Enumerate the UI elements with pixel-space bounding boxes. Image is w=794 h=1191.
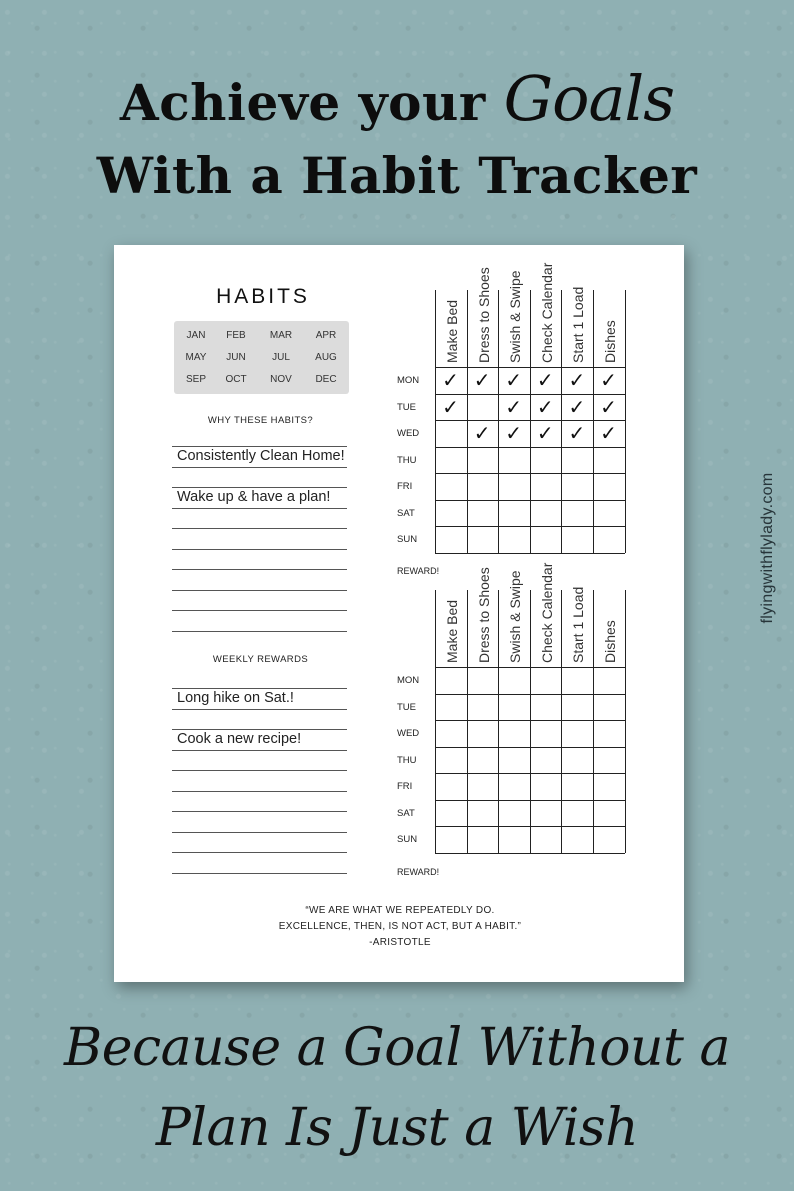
why-line-rule xyxy=(172,590,347,591)
day-label-wed: WED xyxy=(397,728,420,739)
grid-row-line xyxy=(435,826,625,827)
headline-line-1 xyxy=(0,62,794,135)
reward-line-rule xyxy=(172,709,347,710)
grid-column-line xyxy=(561,590,562,853)
check-mark: ✓ xyxy=(505,368,523,392)
month-jan: JAN xyxy=(186,330,206,341)
reward-line-rule xyxy=(172,873,347,874)
habit-header-check-calendar: Check Calendar xyxy=(538,262,555,363)
why-line-rule xyxy=(172,569,347,570)
month-nov: NOV xyxy=(270,374,292,385)
month-sep: SEP xyxy=(185,374,206,385)
grid-row-line xyxy=(435,473,625,474)
day-label-fri: FRI xyxy=(397,481,413,492)
month-mar: MAR xyxy=(269,330,293,341)
grid-row-line xyxy=(435,853,625,854)
grid-row-line xyxy=(435,500,625,501)
quote-line-1: “WE ARE WHAT WE REPEATEDLY DO. xyxy=(305,905,495,916)
day-label-sat: SAT xyxy=(397,507,415,519)
habit-header-start-1-load: Start 1 Load xyxy=(570,286,587,363)
sheet-title: HABITS xyxy=(216,285,310,308)
day-label-tue: TUE xyxy=(397,401,416,413)
why-line-rule xyxy=(172,508,347,509)
grid-row-line xyxy=(435,447,625,448)
check-mark: ✓ xyxy=(442,368,459,392)
tagline-line-2: Plan Is Just a Wish xyxy=(155,1098,639,1158)
grid-column-line xyxy=(467,590,468,853)
month-oct: OCT xyxy=(225,374,247,385)
check-mark: ✓ xyxy=(536,421,554,445)
why-line-rule xyxy=(172,528,347,529)
habit-header-dress-to-shoes: Dress to Shoes xyxy=(475,567,492,663)
day-label-fri: FRI xyxy=(397,781,413,792)
check-mark: ✓ xyxy=(568,394,586,419)
day-label-sat: SAT xyxy=(397,807,415,819)
month-jun: JUN xyxy=(226,352,246,363)
day-label-mon: MON xyxy=(397,675,420,686)
why-line-entry: Consistently Clean Home! xyxy=(177,448,345,464)
day-label-thu: THU xyxy=(397,754,417,766)
check-mark: ✓ xyxy=(536,368,554,392)
grid-column-line xyxy=(625,290,626,553)
habit-header-dress-to-shoes: Dress to Shoes xyxy=(475,267,492,363)
month-dec: DEC xyxy=(315,374,337,385)
grid-column-line xyxy=(435,590,436,853)
day-label-thu: THU xyxy=(397,454,417,466)
grid-row-line xyxy=(435,694,625,695)
reward-line-entry: Long hike on Sat.! xyxy=(177,690,294,706)
grid-column-line xyxy=(625,590,626,853)
day-label-sun: SUN xyxy=(397,834,418,845)
check-mark: ✓ xyxy=(473,368,491,392)
headline-line-2: With a Habit Tracker xyxy=(96,146,698,205)
check-mark: ✓ xyxy=(505,394,523,419)
reward-row-label: REWARD! xyxy=(397,867,440,877)
why-line-entry: Wake up & have a plan! xyxy=(177,489,331,505)
quote-author: -ARISTOTLE xyxy=(369,937,431,948)
check-mark: ✓ xyxy=(473,421,491,445)
grid-row-line xyxy=(435,526,625,527)
month-may: MAY xyxy=(185,352,207,363)
why-line-rule xyxy=(172,610,347,611)
habit-header-check-calendar: Check Calendar xyxy=(538,562,555,663)
habit-header-make-bed: Make Bed xyxy=(444,299,460,363)
reward-line-entry: Cook a new recipe! xyxy=(177,731,302,747)
day-label-mon: MON xyxy=(397,375,420,386)
reward-line-rule xyxy=(172,770,347,771)
grid-row-line xyxy=(435,747,625,748)
grid-row-line xyxy=(435,800,625,801)
check-mark: ✓ xyxy=(442,394,459,419)
habit-header-swish-swipe: Swish & Swipe xyxy=(507,570,524,663)
check-mark: ✓ xyxy=(505,421,523,445)
check-mark: ✓ xyxy=(568,421,586,445)
day-label-sun: SUN xyxy=(397,534,418,545)
grid-column-line xyxy=(498,590,499,853)
habit-header-make-bed: Make Bed xyxy=(444,599,460,663)
reward-line-rule xyxy=(172,832,347,833)
weekly-rewards-label: WEEKLY REWARDS xyxy=(212,654,309,665)
why-line-rule xyxy=(172,549,347,550)
quote xyxy=(230,903,570,951)
why-these-habits-label: WHY THESE HABITS? xyxy=(207,415,314,426)
website-url: flyingwithflylady.com xyxy=(759,472,776,624)
reward-row-label: REWARD! xyxy=(397,566,440,576)
month-aug: AUG xyxy=(315,352,337,363)
check-mark: ✓ xyxy=(600,421,617,445)
grid-row-line xyxy=(435,720,625,721)
habit-header-swish-swipe: Swish & Swipe xyxy=(507,270,524,363)
month-apr: APR xyxy=(315,330,337,341)
headline-script-word: Goals xyxy=(503,62,675,135)
tagline-line-1: Because a Goal Without a xyxy=(64,1018,730,1078)
day-label-tue: TUE xyxy=(397,701,416,713)
grid-row-line xyxy=(435,667,625,668)
reward-line-rule xyxy=(172,791,347,792)
check-mark: ✓ xyxy=(600,368,617,392)
check-mark: ✓ xyxy=(568,368,586,392)
grid-row-line xyxy=(435,553,625,554)
grid-column-line xyxy=(593,590,594,853)
why-line-rule xyxy=(172,631,347,632)
day-label-wed: WED xyxy=(397,428,420,439)
reward-line-rule xyxy=(172,852,347,853)
habit-header-start-1-load: Start 1 Load xyxy=(570,586,587,663)
grid-column-line xyxy=(530,590,531,853)
check-mark: ✓ xyxy=(600,394,617,419)
check-mark: ✓ xyxy=(536,394,554,419)
month-jul: JUL xyxy=(272,352,290,363)
month-feb: FEB xyxy=(226,330,246,341)
reward-line-rule xyxy=(172,688,347,689)
why-line-rule xyxy=(172,487,347,488)
headline-prefix: Achieve your xyxy=(119,73,486,132)
reward-line-rule xyxy=(172,750,347,751)
habit-header-dishes: Dishes xyxy=(602,620,618,663)
quote-line-2: EXCELLENCE, THEN, IS NOT ACT, BUT A HABIT.” xyxy=(278,921,522,932)
reward-line-rule xyxy=(172,811,347,812)
why-line-rule xyxy=(172,446,347,447)
grid-column-line xyxy=(435,290,436,553)
grid-row-line xyxy=(435,773,625,774)
reward-line-rule xyxy=(172,729,347,730)
why-line-rule xyxy=(172,467,347,468)
habit-header-dishes: Dishes xyxy=(602,320,618,363)
